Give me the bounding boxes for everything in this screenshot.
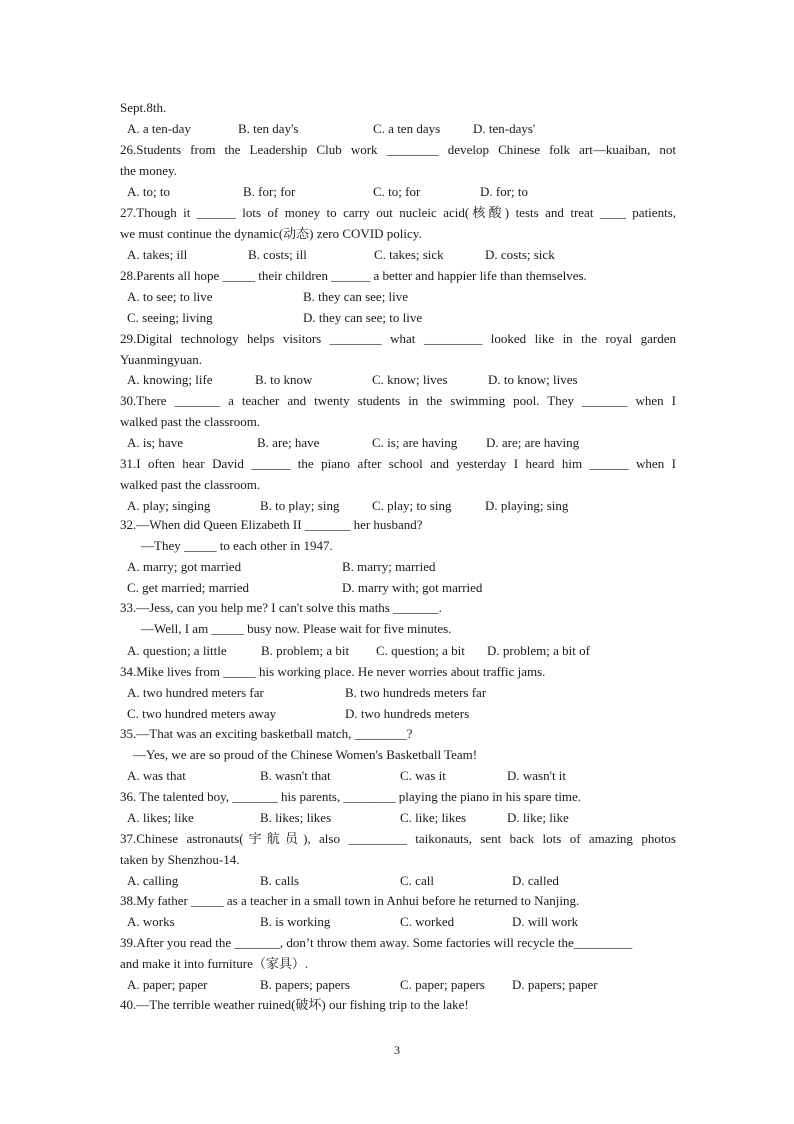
q32-reply: —They _____ to each other in 1947. bbox=[141, 538, 333, 553]
q28-option-a: A. to see; to live bbox=[127, 289, 213, 304]
q34-option-d: D. two hundreds meters bbox=[345, 706, 470, 721]
q30-option-c: C. is; are having bbox=[372, 435, 458, 450]
q29-option-d: D. to know; lives bbox=[488, 372, 578, 387]
q32-option-a: A. marry; got married bbox=[127, 559, 242, 574]
q31-stem-cont: walked past the classroom. bbox=[120, 477, 261, 492]
q27-stem-cont: we must continue the dynamic(动态) zero COVID policy. bbox=[120, 226, 422, 241]
q25-option-c: C. a ten days bbox=[373, 121, 441, 136]
text-line-sept: Sept.8th. bbox=[120, 100, 167, 115]
q26-option-a: A. to; to bbox=[127, 184, 170, 199]
q34-option-c: C. two hundred meters away bbox=[127, 706, 277, 721]
q26-option-d: D. for; to bbox=[480, 184, 529, 199]
q26-option-b: B. for; for bbox=[243, 184, 296, 199]
q26-stem-cont: the money. bbox=[120, 163, 177, 178]
q27-option-c: C. takes; sick bbox=[374, 247, 444, 262]
q30-stem-cont: walked past the classroom. bbox=[120, 414, 261, 429]
page-number: 3 bbox=[394, 1043, 400, 1057]
q33-stem: 33.—Jess, can you help me? I can't solve this maths _______. bbox=[120, 600, 442, 615]
q28-option-b: B. they can see; live bbox=[303, 289, 409, 304]
q35-option-a: A. was that bbox=[127, 768, 186, 783]
q32-option-d: D. marry with; got married bbox=[342, 580, 483, 595]
q36-option-a: A. likes; like bbox=[127, 810, 194, 825]
q25-option-b: B. ten day's bbox=[238, 121, 299, 136]
q26-stem: 26.Students from the Leadership Club work ________ develop Chinese folk art—kuaiban, not bbox=[120, 142, 676, 157]
q29-option-b: B. to know bbox=[255, 372, 313, 387]
q39-option-d: D. papers; paper bbox=[512, 977, 598, 992]
q30-option-d: D. are; are having bbox=[486, 435, 580, 450]
q33-option-a: A. question; a little bbox=[127, 643, 227, 658]
q35-option-d: D. wasn't it bbox=[507, 768, 567, 783]
q37-option-a: A. calling bbox=[127, 873, 179, 888]
q34-stem: 34.Mike lives from _____ his working place. He never worries about traffic jams. bbox=[120, 664, 546, 679]
q29-stem: 29.Digital technology helps visitors ________ what _________ looked like in the royal garden bbox=[120, 331, 676, 346]
q32-option-c: C. get married; married bbox=[127, 580, 250, 595]
q38-option-c: C. worked bbox=[400, 914, 455, 929]
q25-option-a: A. a ten-day bbox=[127, 121, 191, 136]
q27-option-a: A. takes; ill bbox=[127, 247, 188, 262]
q37-stem: 37.Chinese astronauts(宇航员), also _________ taikonauts, sent back lots of amazing photos bbox=[120, 831, 676, 846]
q28-option-c: C. seeing; living bbox=[127, 310, 213, 325]
q31-option-b: B. to play; sing bbox=[260, 498, 340, 513]
q33-option-c: C. question; a bit bbox=[376, 643, 465, 658]
q27-option-d: D. costs; sick bbox=[485, 247, 555, 262]
q36-option-c: C. like; likes bbox=[400, 810, 467, 825]
q33-reply: —Well, I am _____ busy now. Please wait for five minutes. bbox=[141, 621, 452, 636]
q36-stem: 36. The talented boy, _______ his parents, ________ playing the piano in his spare time. bbox=[120, 789, 582, 804]
q28-stem: 28.Parents all hope _____ their children ______ a better and happier life than themselves. bbox=[120, 268, 587, 283]
q29-option-a: A. knowing; life bbox=[127, 372, 213, 387]
q36-option-b: B. likes; likes bbox=[260, 810, 332, 825]
q39-option-a: A. paper; paper bbox=[127, 977, 208, 992]
q30-option-b: B. are; have bbox=[257, 435, 320, 450]
q37-stem-cont: taken by Shenzhou-14. bbox=[120, 852, 240, 867]
q40-stem: 40.—The terrible weather ruined(破坏) our fishing trip to the lake! bbox=[120, 997, 469, 1012]
q30-stem: 30.There _______ a teacher and twenty students in the swimming pool. They _______ when I bbox=[120, 393, 676, 408]
q38-option-b: B. is working bbox=[260, 914, 331, 929]
q35-option-b: B. wasn't that bbox=[260, 768, 331, 783]
q33-option-d: D. problem; a bit of bbox=[487, 643, 590, 658]
q38-option-d: D. will work bbox=[512, 914, 579, 929]
q30-option-a: A. is; have bbox=[127, 435, 183, 450]
q35-option-c: C. was it bbox=[400, 768, 446, 783]
q33-option-b: B. problem; a bit bbox=[261, 643, 350, 658]
q39-option-c: C. paper; papers bbox=[400, 977, 485, 992]
q28-option-d: D. they can see; to live bbox=[303, 310, 423, 325]
q37-option-d: D. called bbox=[512, 873, 559, 888]
q39-stem: 39.After you read the _______, don’t throw them away. Some factories will recycle the_________ bbox=[120, 935, 633, 950]
q26-option-c: C. to; for bbox=[373, 184, 421, 199]
q31-option-a: A. play; singing bbox=[127, 498, 211, 513]
q31-option-c: C. play; to sing bbox=[372, 498, 452, 513]
q39-stem-cont: and make it into furniture（家具）. bbox=[120, 956, 309, 971]
q32-option-b: B. marry; married bbox=[342, 559, 436, 574]
q35-reply: —Yes, we are so proud of the Chinese Women's Basketball Team! bbox=[133, 747, 478, 762]
q36-option-d: D. like; like bbox=[507, 810, 569, 825]
q34-option-b: B. two hundreds meters far bbox=[345, 685, 487, 700]
q29-option-c: C. know; lives bbox=[372, 372, 448, 387]
q34-option-a: A. two hundred meters far bbox=[127, 685, 264, 700]
q27-option-b: B. costs; ill bbox=[248, 247, 307, 262]
q29-stem-cont: Yuanmingyuan. bbox=[120, 352, 202, 367]
q37-option-b: B. calls bbox=[260, 873, 299, 888]
q38-stem: 38.My father _____ as a teacher in a small town in Anhui before he returned to Nanjing. bbox=[120, 893, 580, 908]
q31-option-d: D. playing; sing bbox=[485, 498, 569, 513]
q31-stem: 31.I often hear David ______ the piano after school and yesterday I heard him ______ when I bbox=[120, 456, 676, 471]
q38-option-a: A. works bbox=[127, 914, 175, 929]
q37-option-c: C. call bbox=[400, 873, 434, 888]
q32-stem: 32.—When did Queen Elizabeth II _______ her husband? bbox=[120, 517, 423, 532]
q25-option-d: D. ten-days' bbox=[473, 121, 536, 136]
q27-stem: 27.Though it ______ lots of money to carry out nucleic acid(核酸) tests and treat ____ patients, bbox=[120, 205, 676, 220]
q35-stem: 35.—That was an exciting basketball match, ________? bbox=[120, 726, 413, 741]
q39-option-b: B. papers; papers bbox=[260, 977, 350, 992]
